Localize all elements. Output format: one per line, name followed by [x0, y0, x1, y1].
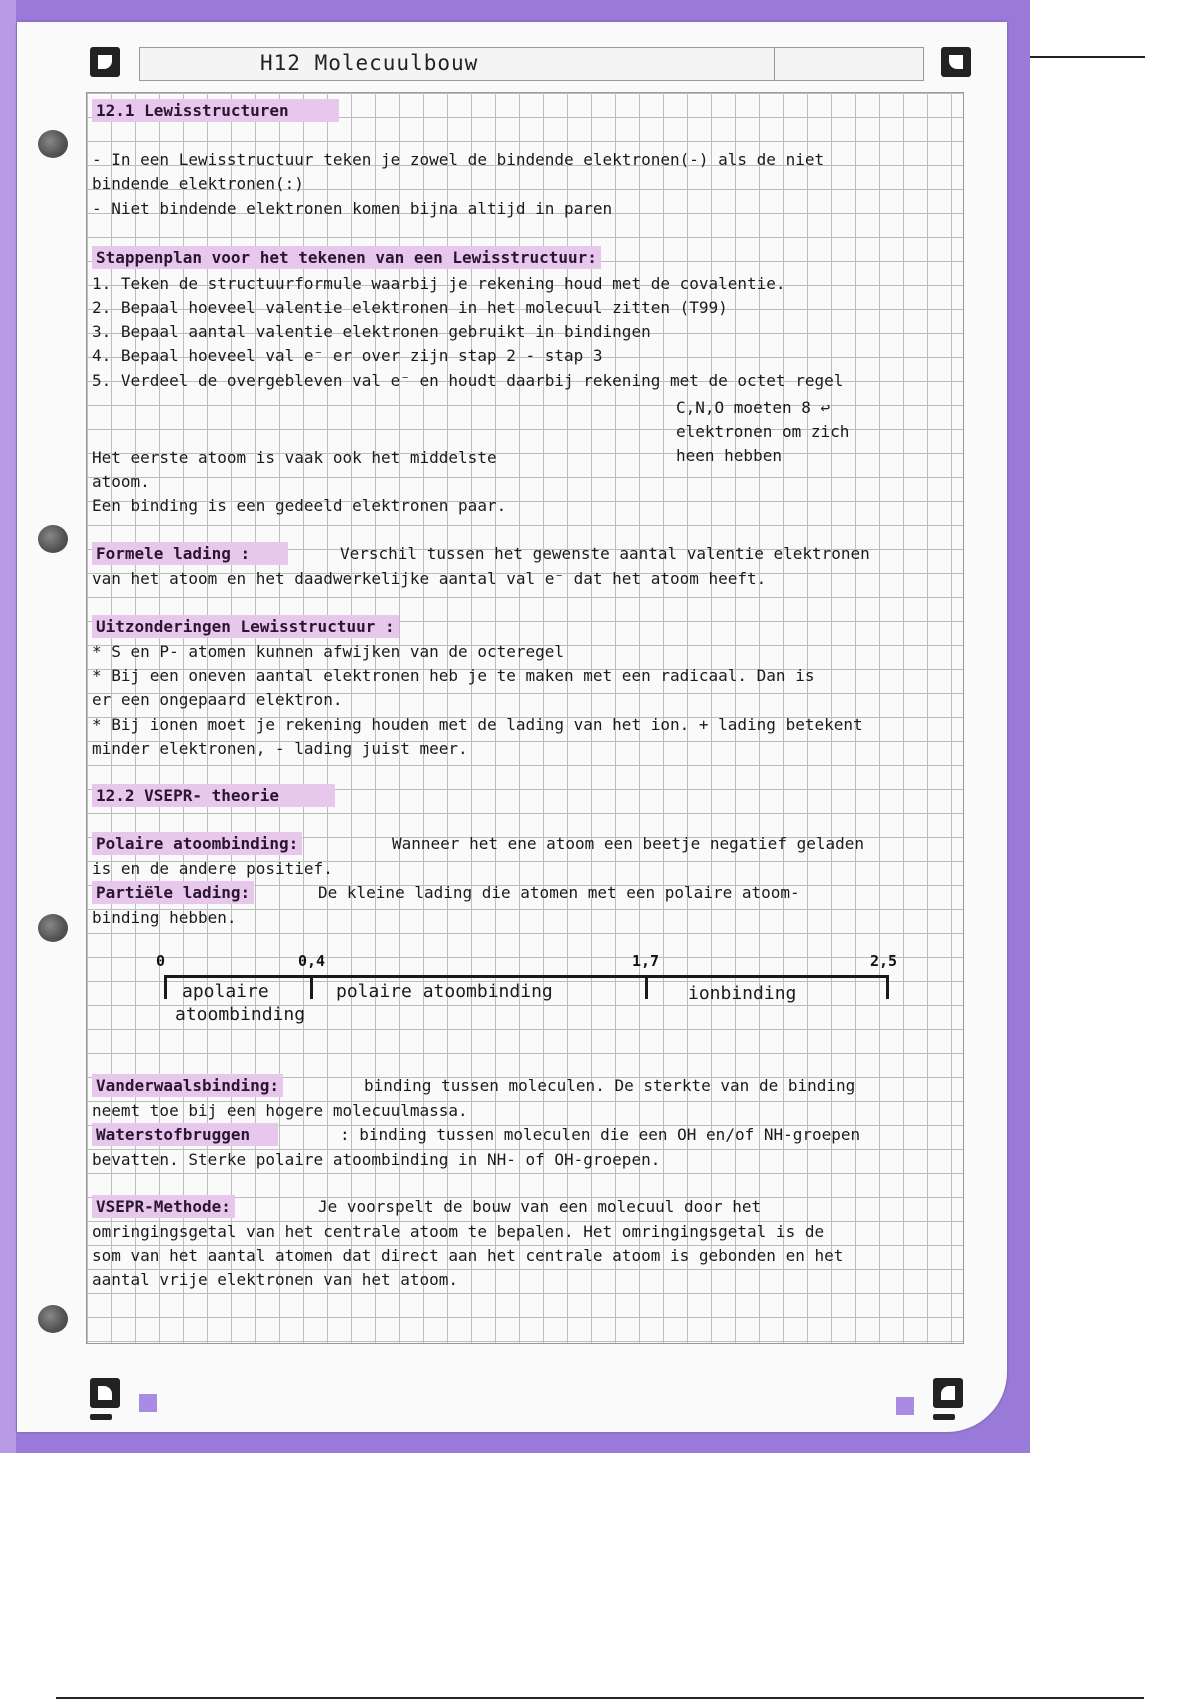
scale-tick-label: 1,7: [632, 952, 660, 970]
polaire-def: Wanneer het ene atoom een beetje negatief geladen: [392, 834, 865, 853]
intro-line: - In een Lewisstructuur teken je zowel de bindende elektronen(-) als de niet: [92, 150, 825, 169]
octet-note: C,N,O moeten 8 ↩: [676, 398, 831, 417]
vsepr-def: som van het aantal atomen dat direct aan het centrale atoom is gebonden en het: [92, 1246, 844, 1265]
partiele-def: binding hebben.: [92, 908, 237, 927]
octet-note: elektronen om zich: [676, 422, 850, 441]
uitzonderingen-heading: Uitzonderingen Lewisstructuur :: [92, 615, 399, 638]
section-heading-12-2: 12.2 VSEPR- theorie: [92, 784, 335, 807]
binding-definition: Een binding is een gedeeld elektronen paar.: [92, 496, 507, 515]
section-heading-12-1: 12.1 Lewisstructuren: [92, 99, 339, 122]
exception-item: minder elektronen, - lading juist meer.: [92, 739, 468, 758]
exception-item: * Bij ionen moet je rekening houden met de lading van het ion. + lading betekent: [92, 715, 863, 734]
footer-dash-icon: [90, 1414, 112, 1420]
scale-tick-label: 0: [156, 952, 166, 970]
corner-mark-icon: [941, 47, 971, 77]
scale-tick-label: 2,5: [870, 952, 898, 970]
formele-lading-def: Verschil tussen het gewenste aantal valentie elektronen: [340, 544, 870, 563]
footer-dash-icon: [933, 1414, 955, 1420]
corner-mark-icon: [933, 1378, 963, 1408]
stappenplan-heading: Stappenplan voor het tekenen van een Lewisstructuur:: [92, 246, 601, 269]
step-item: 2. Bepaal hoeveel valentie elektronen in het molecuul zitten (T99): [92, 298, 728, 317]
first-atom-note: atoom.: [92, 472, 150, 491]
top-rule: [1030, 56, 1145, 58]
formele-lading-term: Formele lading :: [92, 542, 288, 565]
first-atom-note: Het eerste atoom is vaak ook het middelste: [92, 448, 497, 467]
punch-hole-icon: [38, 914, 68, 942]
intro-line: bindende elektronen(:): [92, 174, 304, 193]
punch-hole-icon: [38, 525, 68, 553]
punch-hole-icon: [38, 130, 68, 158]
vsepr-def: aantal vrije elektronen van het atoom.: [92, 1270, 459, 1289]
scale-tick: [886, 975, 889, 999]
punch-hole-icon: [38, 1305, 68, 1333]
corner-mark-icon: [90, 1378, 120, 1408]
octet-note: heen hebben: [676, 446, 782, 465]
scale-tick-label: 0,4: [298, 952, 326, 970]
scale-tick: [645, 975, 648, 999]
step-item: 5. Verdeel de overgebleven val e⁻ en houdt daarbij rekening met de octet regel: [92, 371, 844, 390]
step-item: 3. Bepaal aantal valentie elektronen gebruikt in bindingen: [92, 322, 651, 341]
partiele-def: De kleine lading die atomen met een polaire atoom-: [318, 883, 800, 902]
scale-tick: [164, 975, 167, 999]
corner-mark-icon: [90, 47, 120, 77]
scale-axis: [164, 975, 889, 978]
bottom-rule: [56, 1697, 1144, 1699]
step-item: 1. Teken de structuurformule waarbij je rekening houd met de covalentie.: [92, 274, 786, 293]
step-item: 4. Bepaal hoeveel val e⁻ er over zijn stap 2 - stap 3: [92, 346, 603, 365]
partiele-term: Partiële lading:: [92, 881, 254, 904]
vanderwaals-term: Vanderwaalsbinding:: [92, 1074, 283, 1097]
intro-line: - Niet bindende elektronen komen bijna altijd in paren: [92, 199, 613, 218]
vsepr-term: VSEPR-Methode:: [92, 1195, 235, 1218]
zone-label-apolaire: atoombinding: [175, 1004, 306, 1025]
polaire-def: is en de andere positief.: [92, 859, 333, 878]
zone-label-polaire: polaire atoombinding: [336, 981, 553, 1002]
vanderwaals-def: binding tussen moleculen. De sterkte van de binding: [364, 1076, 856, 1095]
title-bar-divider: [774, 48, 775, 80]
exception-item: er een ongepaard elektron.: [92, 690, 343, 709]
purple-square-icon: [896, 1397, 914, 1415]
exception-item: * S en P- atomen kunnen afwijken van de octeregel: [92, 642, 565, 661]
binder-spine: [0, 0, 16, 1453]
zone-label-apolaire: apolaire: [182, 981, 269, 1002]
waterstofbruggen-term: Waterstofbruggen: [92, 1123, 278, 1146]
exception-item: * Bij een oneven aantal elektronen heb je te maken met een radicaal. Dan is: [92, 666, 815, 685]
page-title: H12 Molecuulbouw: [260, 51, 479, 75]
vsepr-def: omringingsgetal van het centrale atoom te bepalen. Het omringingsgetal is de: [92, 1222, 825, 1241]
purple-square-icon: [139, 1394, 157, 1412]
waterstofbruggen-def: bevatten. Sterke polaire atoombinding in NH- of OH-groepen.: [92, 1150, 661, 1169]
title-bar: [139, 47, 924, 81]
polaire-term: Polaire atoombinding:: [92, 832, 302, 855]
zone-label-ion: ionbinding: [688, 983, 797, 1004]
vsepr-def: Je voorspelt de bouw van een molecuul door het: [318, 1197, 762, 1216]
scale-tick: [310, 975, 313, 999]
vanderwaals-def: neemt toe bij een hogere molecuulmassa.: [92, 1101, 468, 1120]
formele-lading-def: van het atoom en het daadwerkelijke aantal val e⁻ dat het atoom heeft.: [92, 569, 767, 588]
waterstofbruggen-def: : binding tussen moleculen die een OH en/of NH-groepen: [340, 1125, 861, 1144]
